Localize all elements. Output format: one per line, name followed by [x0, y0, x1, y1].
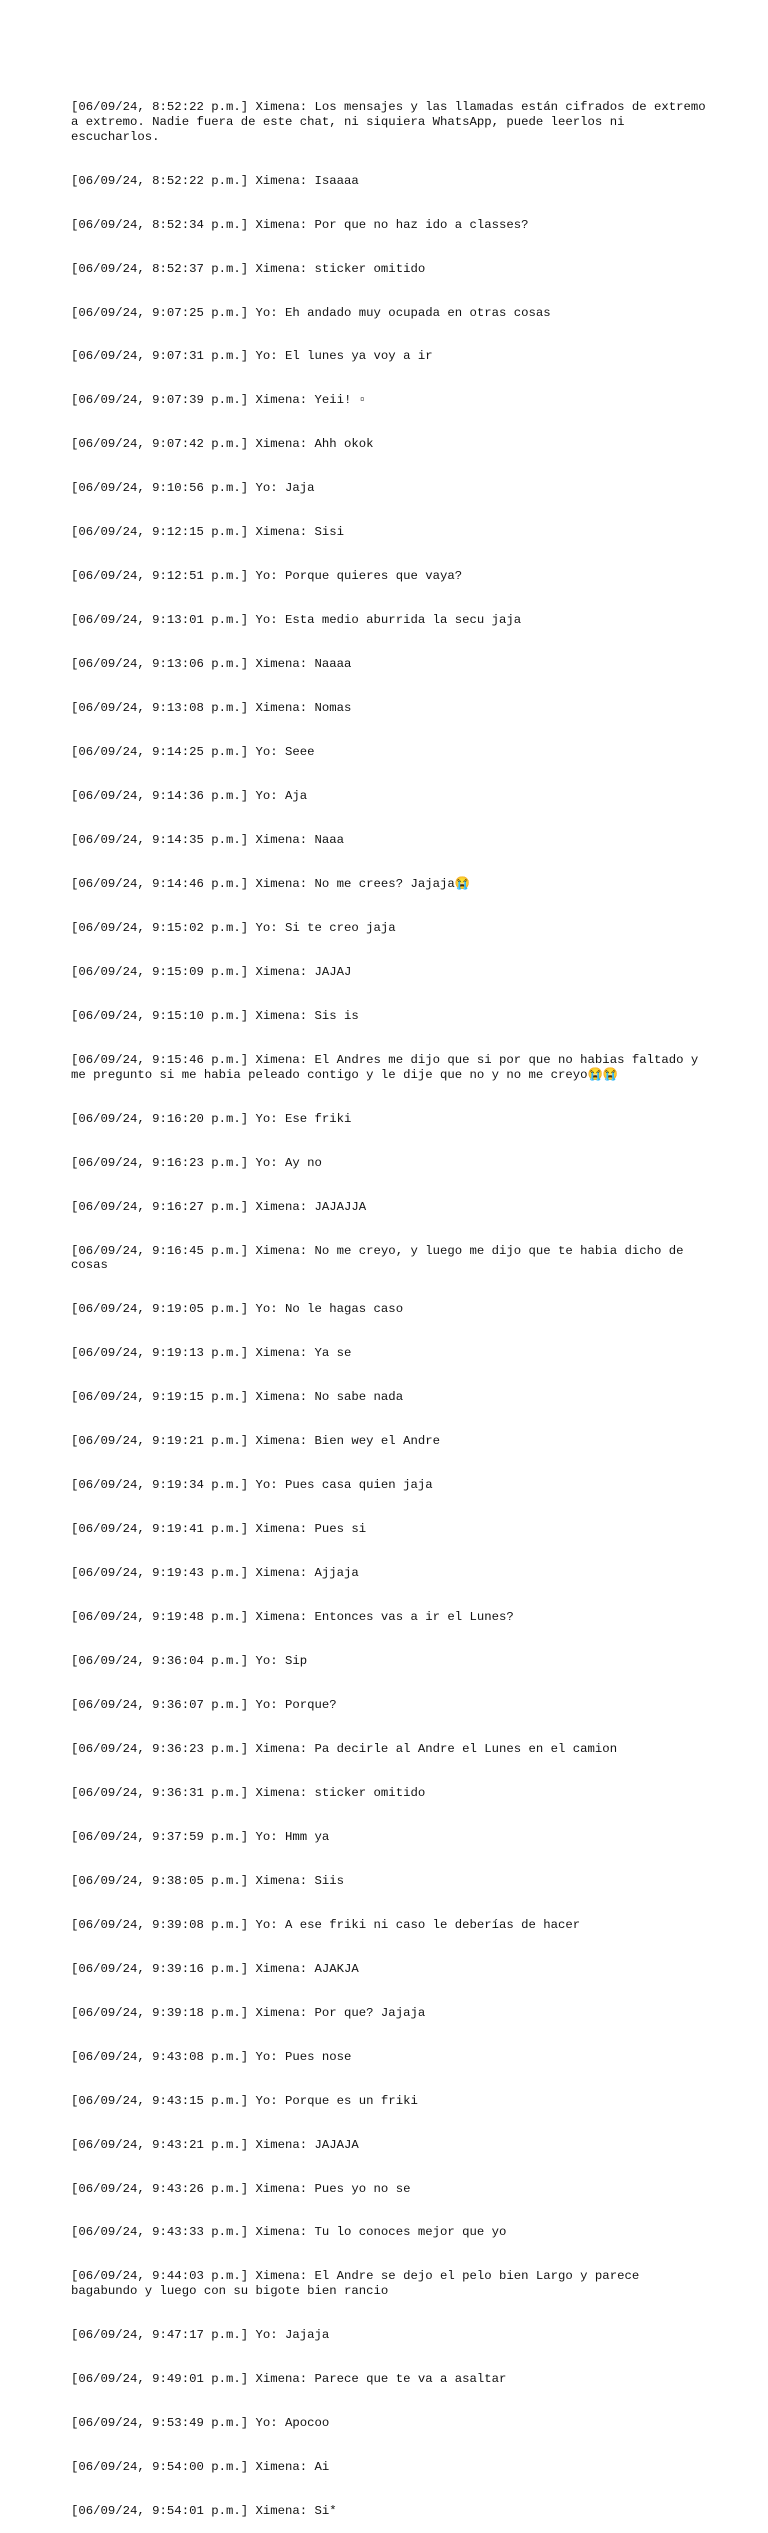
- chat-line: [06/09/24, 9:43:26 p.m.] Ximena: Pues yo no se: [71, 2181, 411, 2196]
- chat-line: [06/09/24, 9:39:08 p.m.] Yo: A ese friki ni caso le deberías de hacer: [71, 1917, 581, 1932]
- chat-line: [06/09/24, 8:52:37 p.m.] Ximena: sticker omitido: [71, 261, 426, 276]
- chat-line: [06/09/24, 9:19:34 p.m.] Yo: Pues casa quien jaja: [71, 1478, 433, 1492]
- chat-line: [06/09/24, 9:14:25 p.m.] Yo: Seee: [71, 745, 315, 760]
- chat-line: [06/09/24, 9:15:10 p.m.] Ximena: Sis is: [71, 1009, 359, 1023]
- chat-line: [06/09/24, 9:39:16 p.m.] Ximena: AJAKJA: [71, 1961, 359, 1976]
- chat-line: [06/09/24, 9:36:31 p.m.] Ximena: sticker omitido: [71, 1785, 426, 1800]
- chat-line: [06/09/24, 9:43:21 p.m.] Ximena: JAJAJA: [71, 2137, 359, 2152]
- chat-line: [06/09/24, 9:14:46 p.m.] Ximena: No me crees? Jajaja😭: [71, 877, 471, 892]
- chat-line: [06/09/24, 9:43:33 p.m.] Ximena: Tu lo conoces mejor que yo: [71, 2225, 507, 2240]
- chat-line: [06/09/24, 9:12:51 p.m.] Yo: Porque quieres que vaya?: [71, 569, 463, 584]
- chat-line: [06/09/24, 9:43:15 p.m.] Yo: Porque es un friki: [71, 2093, 418, 2108]
- chat-line: [06/09/24, 9:12:15 p.m.] Ximena: Sisi: [71, 525, 345, 540]
- chat-line: [06/09/24, 9:44:03 p.m.] Ximena: El Andre se dejo el pelo bien Largo y parece bagabundo y luego con su bigote bien rancio: [71, 2269, 647, 2299]
- chat-line: [06/09/24, 9:38:05 p.m.] Ximena: Siis: [71, 1873, 345, 1888]
- chat-line: [06/09/24, 9:19:15 p.m.] Ximena: No sabe nada: [71, 1390, 404, 1405]
- chat-line: [06/09/24, 8:52:34 p.m.] Ximena: Por que no haz ido a classes?: [71, 217, 529, 232]
- chat-line: [06/09/24, 9:15:02 p.m.] Yo: Si te creo jaja: [71, 921, 396, 936]
- chat-line: [06/09/24, 9:54:01 p.m.] Ximena: Si*: [71, 2503, 337, 2518]
- chat-line: [06/09/24, 9:16:23 p.m.] Yo: Ay no: [71, 1155, 322, 1170]
- chat-line: [06/09/24, 9:07:31 p.m.] Yo: El lunes ya voy a ir: [71, 349, 433, 364]
- chat-line: [06/09/24, 9:36:04 p.m.] Yo: Sip: [71, 1653, 308, 1668]
- chat-line: [06/09/24, 9:19:48 p.m.] Ximena: Entonces vas a ir el Lunes?: [71, 1609, 514, 1624]
- chat-line: [06/09/24, 9:07:39 p.m.] Ximena: Yeii! ▫: [71, 393, 367, 408]
- chat-line: [06/09/24, 9:54:00 p.m.] Ximena: Ai: [71, 2459, 330, 2474]
- chat-line: [06/09/24, 9:16:27 p.m.] Ximena: JAJAJJA: [71, 1199, 367, 1214]
- chat-line: [06/09/24, 9:14:35 p.m.] Ximena: Naaa: [71, 833, 345, 848]
- chat-line: [06/09/24, 9:53:49 p.m.] Yo: Apocoo: [71, 2416, 330, 2430]
- chat-line: [06/09/24, 9:13:06 p.m.] Ximena: Naaaa: [71, 657, 352, 672]
- chat-line: [06/09/24, 9:43:08 p.m.] Yo: Pues nose: [71, 2049, 352, 2064]
- chat-line: [06/09/24, 9:49:01 p.m.] Ximena: Parece que te va a asaltar: [71, 2372, 507, 2387]
- chat-line: [06/09/24, 9:10:56 p.m.] Yo: Jaja: [71, 481, 315, 496]
- chat-line: [06/09/24, 9:37:59 p.m.] Yo: Hmm ya: [71, 1829, 330, 1844]
- chat-line: [06/09/24, 8:52:22 p.m.] Ximena: Isaaaa: [71, 173, 359, 188]
- chat-line: [06/09/24, 9:13:01 p.m.] Yo: Esta medio aburrida la secu jaja: [71, 613, 522, 628]
- chat-line: [06/09/24, 9:15:46 p.m.] Ximena: El Andres me dijo que si por que no habias faltado y me pregunto si me habia peleado contigo y le dije que no y no me creyo😭😭: [71, 1052, 706, 1082]
- chat-line: [06/09/24, 9:19:05 p.m.] Yo: No le hagas caso: [71, 1302, 404, 1317]
- chat-line: [06/09/24, 9:07:42 p.m.] Ximena: Ahh okok: [71, 437, 374, 452]
- chat-line: [06/09/24, 9:15:09 p.m.] Ximena: JAJAJ: [71, 965, 352, 980]
- chat-line: [06/09/24, 9:19:41 p.m.] Ximena: Pues si: [71, 1521, 367, 1536]
- chat-line: [06/09/24, 9:14:36 p.m.] Yo: Aja: [71, 789, 308, 804]
- chat-line: [06/09/24, 8:52:22 p.m.] Ximena: Los mensajes y las llamadas están cifrados de extremo a extremo. Nadie fuera de este chat, ni siquiera WhatsApp, puede leerlos ni escucharlos.: [71, 100, 714, 144]
- chat-line: [06/09/24, 9:47:17 p.m.] Yo: Jajaja: [71, 2328, 330, 2343]
- chat-line: [06/09/24, 9:39:18 p.m.] Ximena: Por que? Jajaja: [71, 2005, 426, 2020]
- chat-line: [06/09/24, 9:36:07 p.m.] Yo: Porque?: [71, 1697, 337, 1712]
- chat-line: [06/09/24, 9:16:45 p.m.] Ximena: No me creyo, y luego me dijo que te habia dicho de cosas: [71, 1243, 691, 1273]
- chat-line: [06/09/24, 9:19:13 p.m.] Ximena: Ya se: [71, 1346, 352, 1361]
- chat-line: [06/09/24, 9:13:08 p.m.] Ximena: Nomas: [71, 701, 352, 716]
- chat-line: [06/09/24, 9:19:43 p.m.] Ximena: Ajjaja: [71, 1565, 359, 1580]
- chat-line: [06/09/24, 9:16:20 p.m.] Yo: Ese friki: [71, 1111, 352, 1126]
- chat-export-document: [71, 71, 714, 2533]
- chat-line: [06/09/24, 9:07:25 p.m.] Yo: Eh andado muy ocupada en otras cosas: [71, 305, 551, 320]
- chat-line: [06/09/24, 9:36:23 p.m.] Ximena: Pa decirle al Andre el Lunes en el camion: [71, 1741, 618, 1756]
- chat-line: [06/09/24, 9:19:21 p.m.] Ximena: Bien wey el Andre: [71, 1434, 440, 1449]
